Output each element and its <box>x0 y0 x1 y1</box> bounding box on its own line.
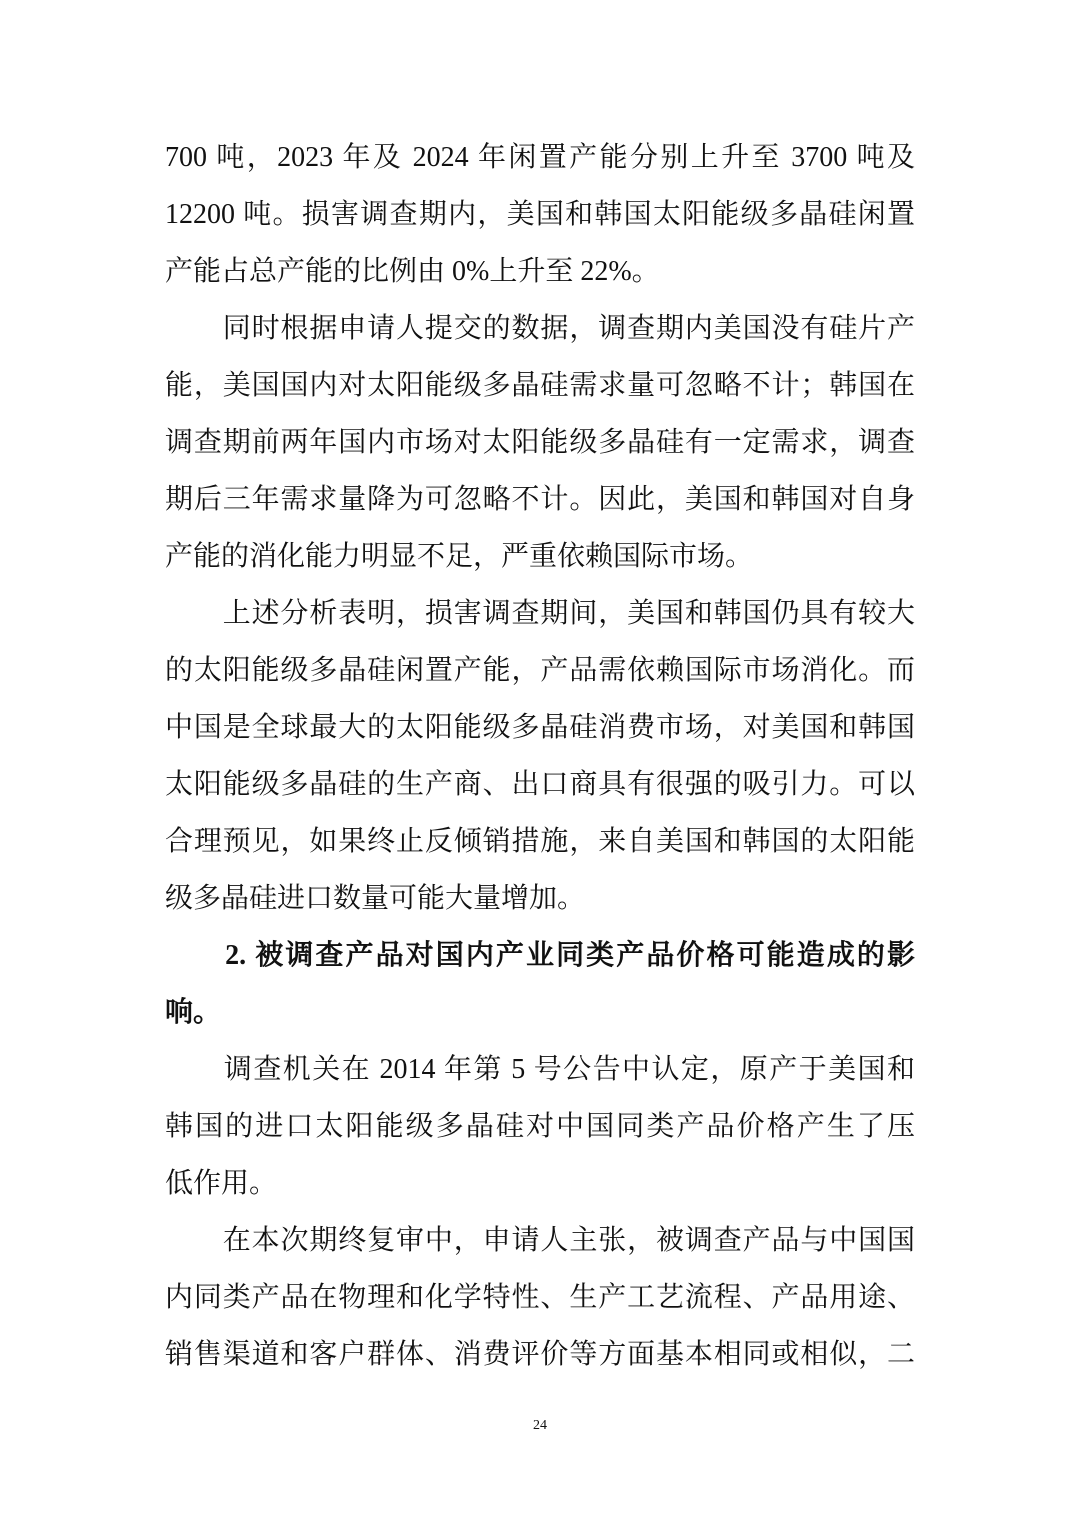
document-body <box>165 136 915 1390</box>
text-line: 同时根据申请人提交的数据，调查期内美国没有硅片产 <box>165 313 915 344</box>
section-heading <box>165 927 915 1041</box>
text-line: 调查期前两年国内市场对太阳能级多晶硅有一定需求，调查 <box>165 427 915 458</box>
paragraph <box>165 129 915 300</box>
text-line: 在本次期终复审中，申请人主张，被调查产品与中国国 <box>165 1225 915 1256</box>
text-line: 12200 吨。损害调查期内，美国和韩国太阳能级多晶硅闲置 <box>165 199 915 230</box>
paragraph <box>165 1041 915 1212</box>
text-line: 中国是全球最大的太阳能级多晶硅消费市场，对美国和韩国 <box>165 712 915 743</box>
text-line: 调查机关在 2014 年第 5 号公告中认定，原产于美国和 <box>165 1054 915 1085</box>
text-line: 级多晶硅进口数量可能大量增加。 <box>165 883 586 914</box>
text-line: 销售渠道和客户群体、消费评价等方面基本相同或相似，二 <box>165 1339 915 1370</box>
text-line: 能，美国国内对太阳能级多晶硅需求量可忽略不计；韩国在 <box>165 370 915 401</box>
text-line: 太阳能级多晶硅的生产商、出口商具有很强的吸引力。可以 <box>165 769 915 800</box>
paragraph <box>165 300 915 585</box>
text-line: 产能占总产能的比例由 0%上升至 22%。 <box>165 256 660 287</box>
page-number: 24 <box>533 1418 547 1433</box>
text-line: 产能的消化能力明显不足，严重依赖国际市场。 <box>165 541 754 572</box>
text-line: 韩国的进口太阳能级多晶硅对中国同类产品价格产生了压 <box>165 1111 915 1142</box>
text-line: 的太阳能级多晶硅闲置产能，产品需依赖国际市场消化。而 <box>165 655 915 686</box>
text-line: 700 吨，2023 年及 2024 年闲置产能分别上升至 3700 吨及 <box>165 142 915 173</box>
text-line: 低作用。 <box>165 1168 278 1199</box>
text-line: 响。 <box>165 997 222 1028</box>
text-line: 合理预见，如果终止反倾销措施，来自美国和韩国的太阳能 <box>165 826 915 857</box>
text-line: 2. 被调查产品对国内产业同类产品价格可能造成的影 <box>165 940 915 971</box>
paragraph <box>165 1212 915 1383</box>
text-line: 期后三年需求量降为可忽略不计。因此，美国和韩国对自身 <box>165 484 915 515</box>
text-line: 上述分析表明，损害调查期间，美国和韩国仍具有较大 <box>165 598 915 629</box>
text-line: 内同类产品在物理和化学特性、生产工艺流程、产品用途、 <box>165 1282 915 1313</box>
paragraph <box>165 585 915 927</box>
